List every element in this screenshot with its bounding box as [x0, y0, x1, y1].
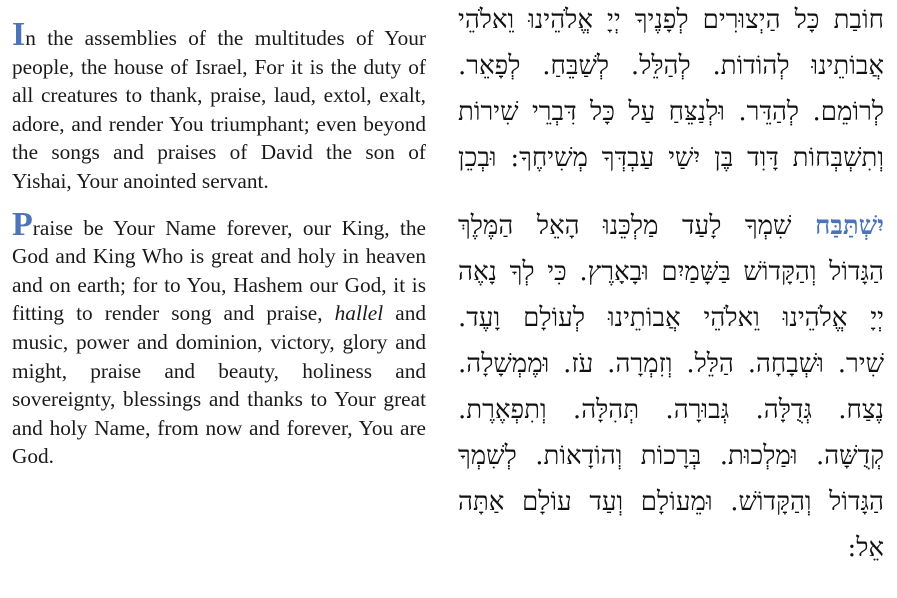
hebrew-line: אֲבוֹתֵינוּ לְהוֹדוֹת. לְהַלֵּל. לְשַׁבֵּחַ. לְפָאֵר.	[458, 51, 884, 81]
hebrew-line: יְיָ אֱלֹהֵינוּ וֵאלֹהֵי אֲבוֹתֵינוּ לְעוֹלָם וָעֶד.	[458, 303, 884, 333]
hebrew-line: אֵל:	[847, 533, 884, 563]
hebrew-line: נֶצַח. גְּדֻלָּה. גְּבוּרָה. תְּהִלָּה. וְתִפְאֶרֶת.	[458, 395, 884, 425]
hebrew-line: וְתִשְׁבְּחוֹת דָּוִד בֶּן יִשַׁי עַבְדְּךָ מְשִׁיחֶךָ: וּבְכֵן	[458, 143, 884, 173]
italic-term: hallel	[334, 301, 384, 326]
hebrew-line: לְרוֹמֵם. לְהַדֵּר. וּלְנַצֵּחַ עַל כָּל דִּבְרֵי שִׁירוֹת	[458, 97, 884, 127]
hebrew-line: קְדֻשָּׁה. וּמַלְכוּת. בְּרָכוֹת וְהוֹדָאוֹת. לְשִׁמְךָ	[458, 441, 884, 471]
hebrew-line-rest: שִׁמְךָ לָעַד מַלְכֵּנוּ הָאֵל הַמֶּלֶךְ	[458, 211, 815, 241]
opening-word: יִשְׁתַּבַּח	[815, 211, 884, 241]
drop-cap: I	[12, 16, 26, 53]
english-paragraph-2-text: raise be Your Name forever, our King, the God and King Who is great and holy in heaven and on earth; for to You, Hashem our God, it is fitting to render song and praise,	[12, 215, 426, 326]
drop-cap: P	[12, 205, 33, 243]
hebrew-line: הַגָּדוֹל וְהַקָּדוֹשׁ. וּמֵעוֹלָם וְעַד עוֹלָם אַתָּה	[458, 487, 884, 517]
hebrew-line: הַגָּדוֹל וְהַקָּדוֹשׁ בַּשָּׁמַיִם וּבָאָרֶץ. כִּי לְךָ נָאֶה	[458, 257, 884, 287]
english-paragraph-2-text-end: and music, power and dominion, victory, glory and might, praise and beauty, holiness and sovereignty, blessings and thanks to Your great and holy Name, from now and forever, You are God.	[12, 301, 426, 469]
english-paragraph-1	[12, 18, 426, 196]
english-paragraph-2	[12, 205, 426, 471]
english-translation	[12, 18, 426, 471]
english-paragraph-1-text: n the assemblies of the multitudes of Your people, the house of Israel, For it is the duty of all creatures to thank, praise, laud, extol, exalt, adore, and render You triumphant; even beyond the songs and praises of David the son of Yishai, Your anointed servant.	[12, 26, 426, 193]
hebrew-line-opener	[458, 206, 884, 246]
hebrew-line: חוֹבַת כָּל הַיְצוּרִים לְפָנֶיךָ יְיָ אֱלֹהֵינוּ וֵאלֹהֵי	[458, 5, 884, 35]
hebrew-line: שִׁיר. וּשְׁבָחָה. הַלֵּל. וְזִמְרָה. עֹז. וּמֶמְשָׁלָה.	[458, 349, 884, 379]
